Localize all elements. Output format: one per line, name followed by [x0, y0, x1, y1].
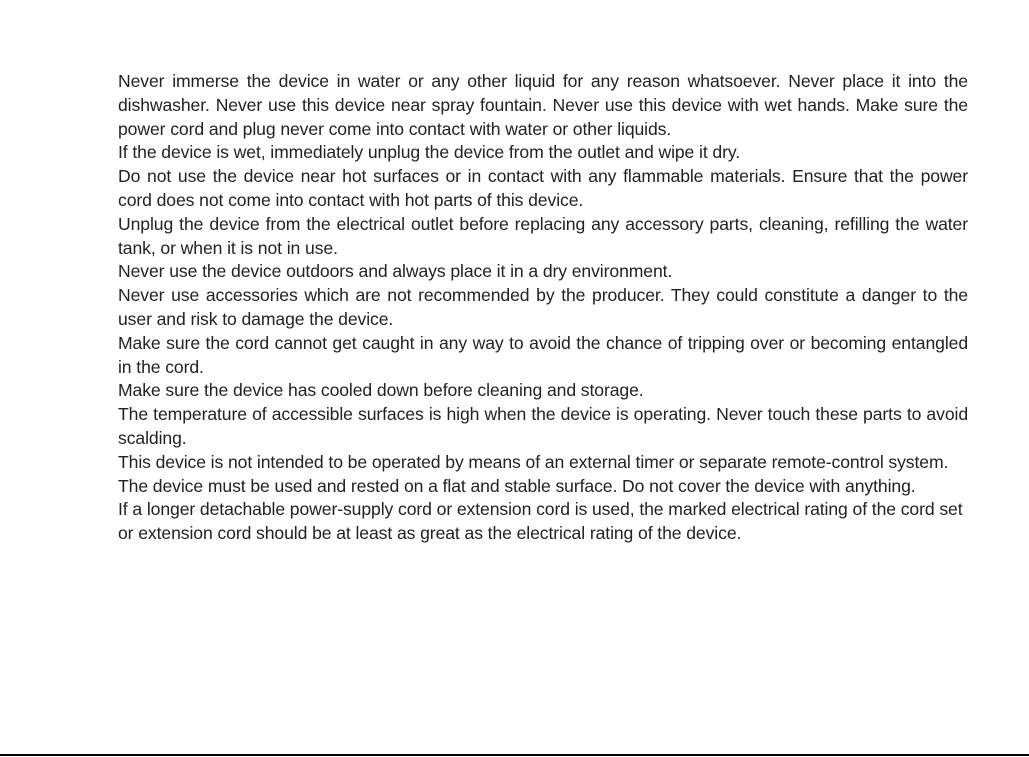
instruction-paragraph: Make sure the cord cannot get caught in any way to avoid the chance of tripping over or becoming entangled in the cord. — [118, 332, 968, 377]
instruction-paragraph: Do not use the device near hot surfaces or in contact with any flammable materials. Ensure that the power cord does not come into contact with hot parts of this device. — [118, 166, 968, 210]
bottom-divider — [0, 754, 1029, 756]
instruction-paragraph: Never immerse the device in water or any other liquid for any reason whatsoever. Never place it into the dishwasher. Never use this device near spray fountain. Never use this device with wet hands. Make sure the power cord and plug never come into contact with water or other liquids. — [118, 71, 968, 139]
instruction-paragraph: Never use the device outdoors and always place it in a dry environment. — [118, 261, 673, 282]
instruction-paragraph: If a longer detachable power-supply cord or extension cord is used, the marked electrical rating of the cord set or extension cord should be at least as great as the electrical rating of the device. — [118, 499, 963, 544]
instruction-paragraph: The temperature of accessible surfaces is high when the device is operating. Never touch these parts to avoid scalding. — [118, 404, 968, 448]
instruction-paragraph: The device must be used and rested on a flat and stable surface. Do not cover the device with anything. — [118, 475, 916, 496]
safety-instructions-text — [118, 70, 968, 546]
instruction-paragraph: If the device is wet, immediately unplug the device from the outlet and wipe it dry. — [118, 142, 741, 163]
instruction-paragraph: This device is not intended to be operated by means of an external timer or separate remote-control system. — [118, 451, 949, 472]
instruction-paragraph: Never use accessories which are not recommended by the producer. They could constitute a danger to the user and risk to damage the device. — [118, 285, 968, 329]
instruction-paragraph: Unplug the device from the electrical outlet before replacing any accessory parts, cleaning, refilling the water tank, or when it is not in use. — [118, 213, 968, 258]
instruction-paragraph: Make sure the device has cooled down before cleaning and storage. — [118, 380, 644, 401]
